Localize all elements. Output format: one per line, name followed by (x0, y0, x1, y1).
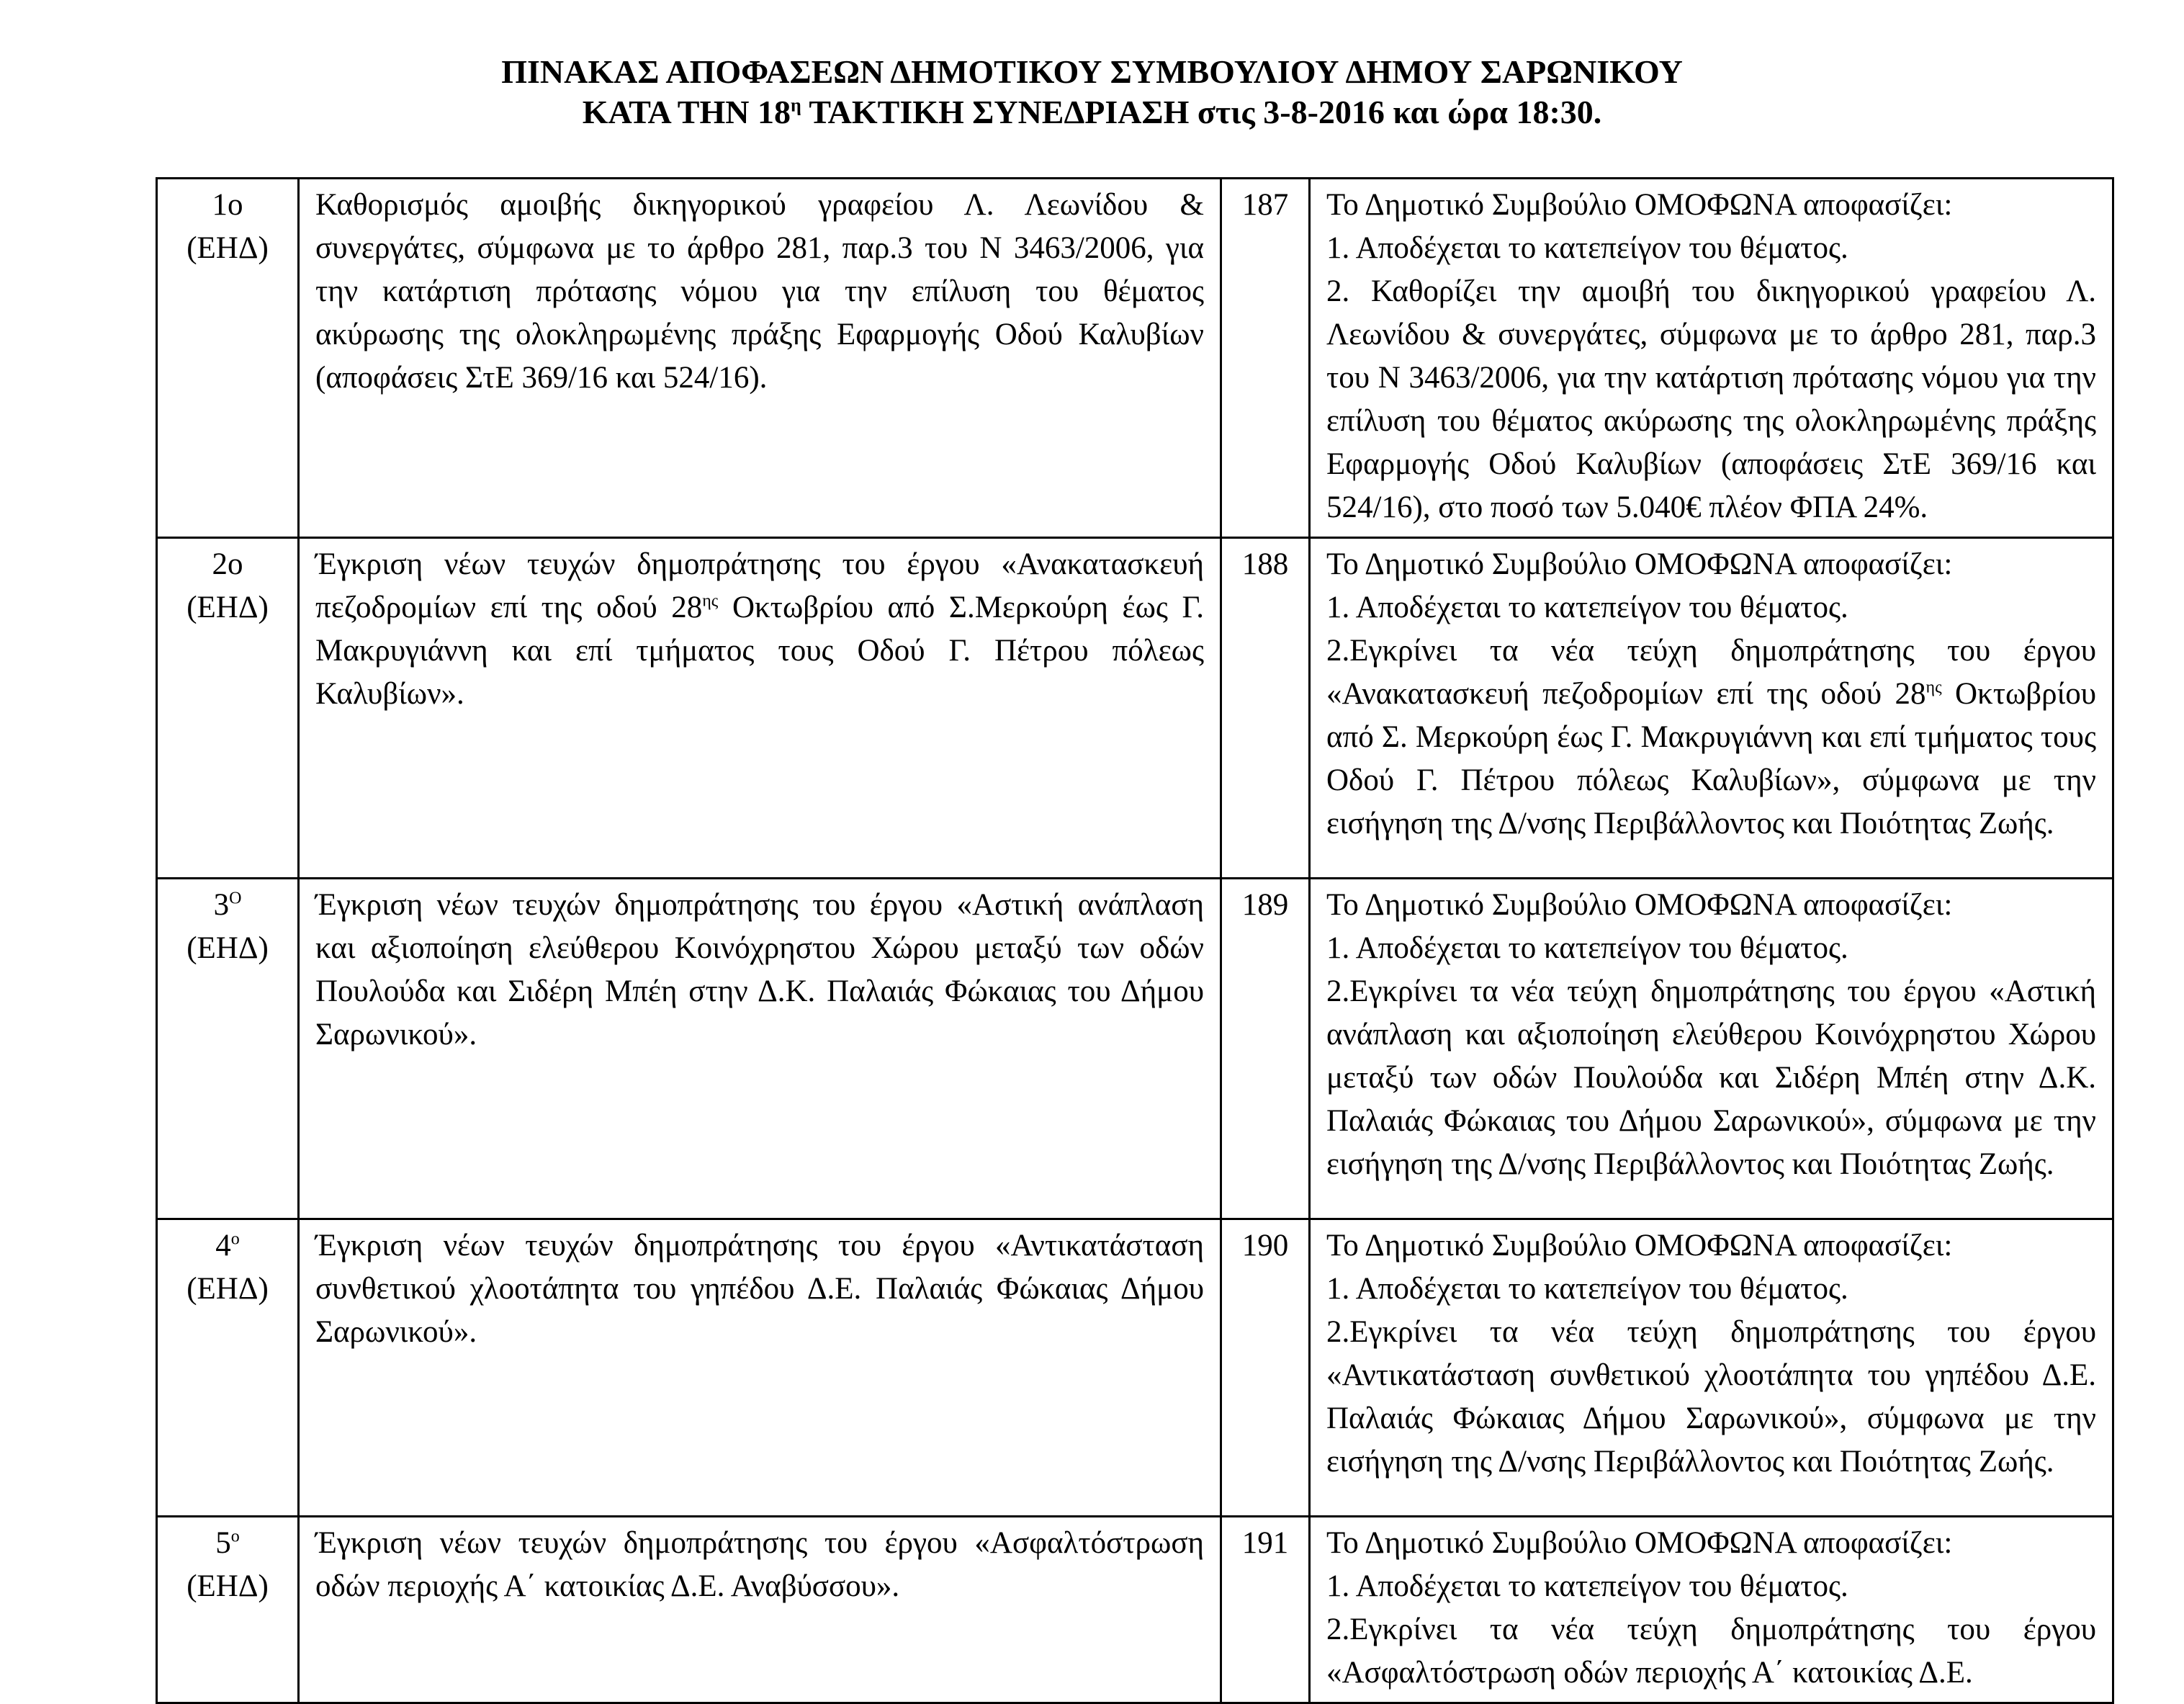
decision-point-2: 2.Εγκρίνει τα νέα τεύχη δημοπράτησης του έργου «Ανακατασκευή πεζοδρομίων επί της οδού $28^{\eta\varsigma}$ Οκτωβρίου από Σ. Μερκούρη έως Γ. Μακρυγιάννη και επί τμήματος τους Οδού Γ. Πέτρου πόλεως Καλυβίων», σύμφωνα με την εισήγηση της Δ/νσης Περιβάλλοντος και Ποιότητας Ζωής. (1326, 634, 2097, 840)
header-session-ordinal: η (790, 94, 801, 116)
decision-point-1: 1. Αποδέχεται το κατεπείγον του θέματος. (1326, 231, 1848, 265)
decisions-table (156, 177, 2114, 1704)
table-row (157, 538, 2113, 879)
decision-number: 187 (1221, 179, 1310, 538)
item-cell (157, 879, 299, 1219)
decision-point-1: 1. Αποδέχεται το κατεπείγον του θέματος. (1326, 931, 1848, 965)
item-tag: (ΕΗΔ) (187, 591, 269, 624)
decision-cell (1310, 1219, 2113, 1517)
item-number: $3^O$ (213, 888, 242, 922)
decision-point-2: 2.Εγκρίνει τα νέα τεύχη δημοπράτησης του έργου «Αντικατάσταση συνθετικού χλοοτάπητα του γηπέδου Δ.Ε. Παλαιάς Φώκαιας Δήμου Σαρωνικού», σύμφωνα με την εισήγηση της Δ/νσης Περιβάλλοντος και Ποιότητας Ζωής. (1326, 1315, 2096, 1479)
decision-point-2: 2.Εγκρίνει τα νέα τεύχη δημοπράτησης του έργου «Ασφαλτόστρωση οδών περιοχής Α΄ κατοικίας Δ.Ε. (1326, 1613, 2096, 1690)
subject-text: Καθορισμός αμοιβής δικηγορικού γραφείου Λ. Λεωνίδου & συνεργάτες, σύμφωνα με το άρθρο 281, παρ.3 του Ν 3463/2006, για την κατάρτιση πρότασης νόμου για την επίλυση του θέματος ακύρωσης της ολοκληρωμένης πράξης Εφαρμογής Οδού Καλυβίων (αποφάσεις ΣτΕ 369/16 και 524/16). (315, 188, 1204, 395)
subject-cell (299, 179, 1221, 538)
decision-cell (1310, 1517, 2113, 1703)
decision-intro: Το Δημοτικό Συμβούλιο ΟΜΟΦΩΝΑ αποφασίζει: (1326, 1229, 1953, 1263)
decision-intro: Το Δημοτικό Συμβούλιο ΟΜΟΦΩΝΑ αποφασίζει: (1326, 1526, 1953, 1560)
header-title: ΠΙΝΑΚΑΣ ΑΠΟΦΑΣΕΩΝ ΔΗΜΟΤΙΚΟΥ ΣΥΜΒΟΥΛΙΟΥ ΔΗΜΟΥ ΣΑΡΩΝΙΚΟΥ (501, 53, 1683, 90)
item-number: $4^o$ (215, 1229, 240, 1263)
table-row (157, 1517, 2113, 1703)
decision-number: 191 (1221, 1517, 1310, 1703)
decision-cell (1310, 538, 2113, 879)
item-cell (157, 1517, 299, 1703)
decision-number: 188 (1221, 538, 1310, 879)
decision-intro: Το Δημοτικό Συμβούλιο ΟΜΟΦΩΝΑ αποφασίζει: (1326, 547, 1953, 581)
subject-cell (299, 538, 1221, 879)
subject-cell (299, 1219, 1221, 1517)
decision-point-1: 1. Αποδέχεται το κατεπείγον του θέματος. (1326, 1272, 1848, 1306)
header-session-pre: ΚΑΤΑ ΤΗΝ 18 (582, 94, 791, 130)
item-number: 1ο (212, 188, 243, 222)
decision-point-2: 2. Καθορίζει την αμοιβή του δικηγορικού γραφείου Λ. Λεωνίδου & συνεργάτες, σύμφωνα με το άρθρο 281, παρ.3 του Ν 3463/2006, για την κατάρτιση πρότασης νόμου για την επίλυση του θέματος ακύρωσης της ολοκληρωμένης πράξης Εφαρμογής Οδού Καλυβίων (αποφάσεις ΣτΕ 369/16 και 524/16), στο ποσό των 5.040€ πλέον ΦΠΑ 24%. (1326, 274, 2096, 524)
item-tag: (ΕΗΔ) (187, 931, 269, 965)
decision-intro: Το Δημοτικό Συμβούλιο ΟΜΟΦΩΝΑ αποφασίζει: (1326, 888, 1953, 922)
subject-text: Έγκριση νέων τευχών δημοπράτησης του έργου «Αστική ανάπλαση και αξιοποίηση ελεύθερου Κοινόχρηστου Χώρου μεταξύ των οδών Πουλούδα και Σιδέρη Μπέη στην Δ.Κ. Παλαιάς Φώκαιας του Δήμου Σαρωνικού». (315, 888, 1204, 1051)
decision-point-1: 1. Αποδέχεται το κατεπείγον του θέματος. (1326, 1569, 1848, 1603)
subject-text: Έγκριση νέων τευχών δημοπράτησης του έργου «Ασφαλτόστρωση οδών περιοχής Α΄ κατοικίας Δ.Ε. Αναβύσσου». (315, 1526, 1204, 1603)
table-row (157, 179, 2113, 538)
item-tag: (ΕΗΔ) (187, 231, 269, 265)
decision-cell (1310, 879, 2113, 1219)
item-number: $5^o$ (215, 1526, 240, 1560)
header-session-line (0, 92, 2184, 133)
item-tag: (ΕΗΔ) (187, 1272, 269, 1306)
header-session-post: ΤΑΚΤΙΚΗ ΣΥΝΕΔΡΙΑΣΗ στις 3-8-2016 και ώρα 18:30. (801, 94, 1602, 130)
document-header (0, 52, 2184, 133)
decision-intro: Το Δημοτικό Συμβούλιο ΟΜΟΦΩΝΑ αποφασίζει: (1326, 188, 1953, 222)
subject-cell (299, 879, 1221, 1219)
item-cell (157, 179, 299, 538)
decision-cell (1310, 179, 2113, 538)
subject-text: Έγκριση νέων τευχών δημοπράτησης του έργου «Αντικατάσταση συνθετικού χλοοτάπητα του γηπέδου Δ.Ε. Παλαιάς Φώκαιας Δήμου Σαρωνικού». (315, 1229, 1204, 1349)
table-row (157, 879, 2113, 1219)
item-cell (157, 1219, 299, 1517)
decision-number: 189 (1221, 879, 1310, 1219)
decision-number: 190 (1221, 1219, 1310, 1517)
decision-point-1: 1. Αποδέχεται το κατεπείγον του θέματος. (1326, 591, 1848, 624)
item-cell (157, 538, 299, 879)
subject-cell (299, 1517, 1221, 1703)
item-number: 2ο (212, 547, 243, 581)
decision-point-2: 2.Εγκρίνει τα νέα τεύχη δημοπράτησης του έργου «Αστική ανάπλαση και αξιοποίηση ελεύθερου Κοινόχρηστου Χώρου μεταξύ των οδών Πουλούδα και Σιδέρη Μπέη στην Δ.Κ. Παλαιάς Φώκαιας του Δήμου Σαρωνικού», σύμφωνα με την εισήγηση της Δ/νσης Περιβάλλοντος και Ποιότητας Ζωής. (1326, 974, 2096, 1181)
subject-text: Έγκριση νέων τευχών δημοπράτησης του έργου «Ανακατασκευή πεζοδρομίων επί της οδού $28^{\eta\varsigma}$ Οκτωβρίου από Σ.Μερκούρη έως Γ. Μακρυγιάννη και επί τμήματος τους Οδού Γ. Πέτρου πόλεως Καλυβίων». (315, 547, 1204, 711)
item-tag: (ΕΗΔ) (187, 1569, 269, 1603)
table-row (157, 1219, 2113, 1517)
